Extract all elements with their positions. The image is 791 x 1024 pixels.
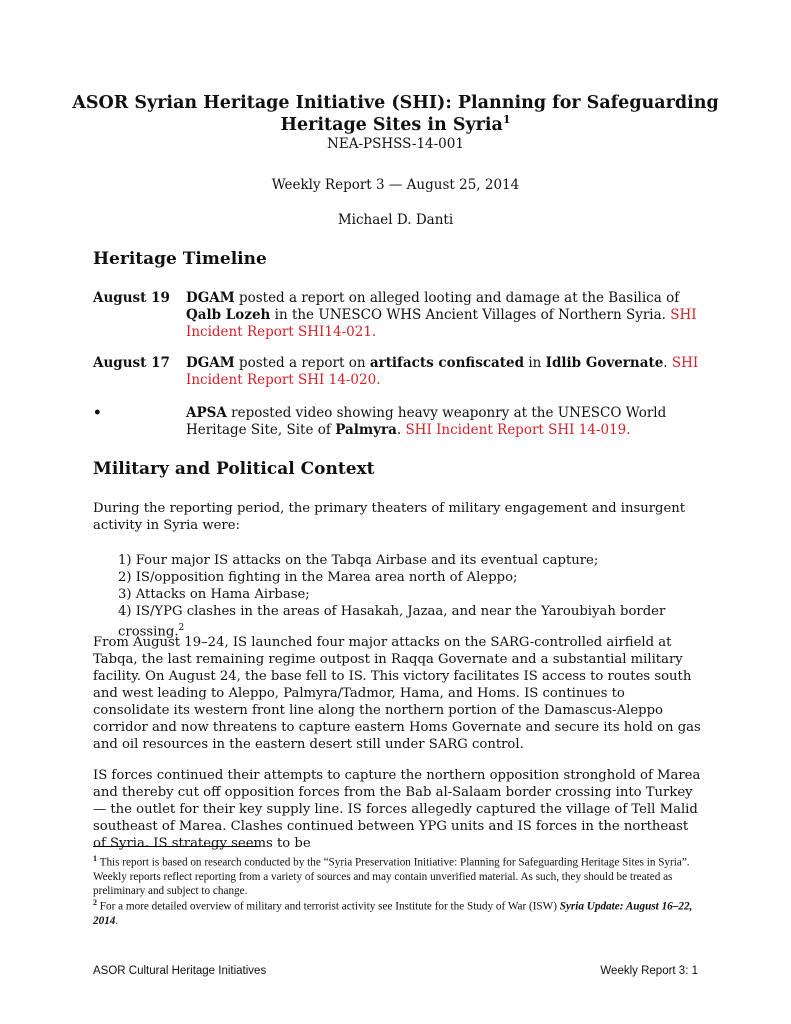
list-item: 1) Four major IS attacks on the Tabqa Airbase and its eventual capture; [118,553,599,568]
footnote: $^2$ For a more detailed overview of military and terrorist activity see Institute for the Study of War (ISW) Syria Update: August 16–22, 2014. [93,898,693,927]
incident-report-link[interactable]: SHI Incident Report SHI 14-019. [405,422,631,438]
intro-paragraph: During the reporting period, the primary theaters of military engagement and insurgent activity in Syria were: [93,501,686,533]
footnote-number: 1 [93,854,97,863]
entry-bold-phrase: artifacts confiscated [369,355,525,371]
report-title [60,92,731,136]
body-paragraph: From August 19–24, IS launched four major attacks on the SARG-controlled airfield at Tabqa, the last remaining regime outpost in Raqqa Governate and a substantial military facility. On August 24, the base fell to IS. This victory facilitates IS access to routes south and west leading to Aleppo, Palmyra/Tadmor, Hama, and Homs. IS continues to consolidate its western front line along the northern portion of the Damascus-Aleppo corridor and now threatens to capture eastern Homs Governate and secure its hold on gas and oil resources in the eastern desert still under SARG control. [93,635,701,752]
title-line-1: ASOR Syrian Heritage Initiative (SHI): Planning for Safeguarding [72,93,719,113]
footnote-ref-2[interactable]: 2 [178,623,185,633]
entry-text: DGAM posted a report on alleged looting and damage at the Basilica of Qalb Lozeh in the UNESCO WHS Ancient Villages of Northern Syria. SHI Incident Report SHI14-021. [186,290,697,340]
entry-place: Palmyra [335,422,397,438]
entry-text: APSA reposted video showing heavy weaponry at the UNESCO World Heritage Site, Site of Palmyra. SHI Incident Report SHI 14-019. [186,405,667,438]
list-item: 4) IS/YPG clashes in the areas of Hasakah, Jazaa, and near the Yaroubiyah border crossing.$^2$ [118,604,666,640]
footnote-ref-1[interactable]: 1 [502,113,511,127]
footnote-number: 2 [93,898,97,907]
body-paragraph: IS forces continued their attempts to capture the northern opposition stronghold of Marea and thereby cut off opposition forces from the Bab al-Salaam border crossing into Turkey — the outlet for their key supply line. IS forces allegedly captured the village of Tell Malid southeast of Marea. Clashes continued between YPG units and IS forces in the northeast of Syria. IS strategy seems to be [93,768,701,851]
incident-report-link[interactable]: SHI Incident Report SHI14-021. [186,307,697,340]
grant-number: NEA-PSHSS-14-001 [327,136,464,152]
heritage-timeline-heading: Heritage Timeline [93,249,267,269]
entry-agency: DGAM [186,290,235,306]
incident-report-link[interactable]: SHI Incident Report SHI 14-020. [186,355,699,388]
entry-place: Idlib Governate [545,355,664,371]
list-item: 3) Attacks on Hama Airbase; [118,587,310,602]
military-context-heading: Military and Political Context [93,459,375,479]
footnote: $^1$ This report is based on research conducted by the “Syria Preservation Initiative: Planning for Safeguarding Heritage Sites in Syria”. Weekly reports reflect reporting from a variety of sources and may contain unverified material. As such, they should be treated as preliminary and subject to change. [93,854,690,897]
footnote-divider [93,846,258,847]
author: Michael D. Danti [337,212,454,228]
theaters-list [118,552,708,640]
entry-place: Qalb Lozeh [186,307,271,323]
entry-agency: APSA [186,405,227,421]
title-line-2: Heritage Sites in Syria [280,115,503,135]
bullet: • [93,405,102,421]
footer-left: ASOR Cultural Heritage Initiatives [93,965,267,977]
list-item: 2) IS/opposition fighting in the Marea area north of Aleppo; [118,570,518,585]
entry-text: DGAM posted a report on artifacts confiscated in Idlib Governate. SHI Incident Report SHI 14-020. [186,355,699,388]
entry-date: August 17 [93,355,170,371]
footer-page-number: Weekly Report 3: 1 [600,965,698,977]
entry-date: August 19 [93,290,170,306]
entry-agency: DGAM [186,355,235,371]
report-line: Weekly Report 3 — August 25, 2014 [271,177,520,193]
